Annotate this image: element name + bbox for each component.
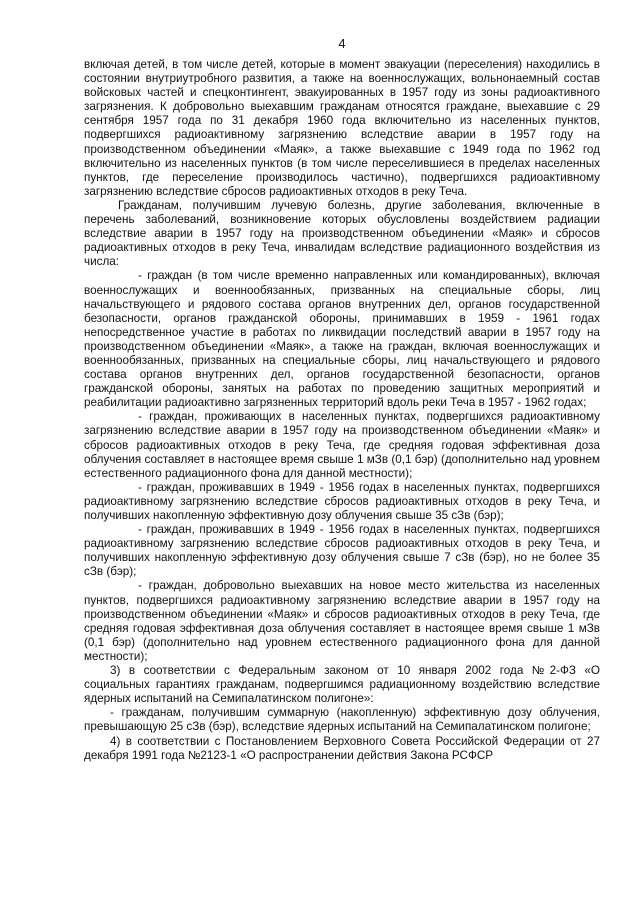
paragraph-illness-beneficiaries: Гражданам, получившим лучевую болезнь, другие заболевания, включенные в перечень заболеваний, возникновение которых обусловлены воздействием радиации вследствие аварии в 1957 году на производственном объединении «Маяк» и сбросов радиоактивных отходов в реку Теча, инвалидам вследствие радиационного воздействия из числа: [84, 198, 600, 269]
page-number: 4 [338, 36, 346, 51]
paragraph-item-4-supreme-council: 4) в соответствии с Постановлением Верховного Совета Российской Федерации от 27 декабря 1991 года №2123-1 «О распространении действия Закона РСФСР [84, 734, 600, 762]
list-item-residents: - граждан, проживающих в населенных пунктах, подвергшихся радиоактивному загрязнению вследствие аварии в 1957 году на производственном объединении «Маяк» и сбросов радиоактивных отходов в реку Теча, где средняя годовая эффективная доза облучения составляет в настоящее время свыше 1 мЗв (0,1 бэр) (дополнительно над уровнем естественного радиационного фона для данной местности); [84, 410, 600, 480]
list-item-residents-35-sv: - граждан, проживавших в 1949 - 1956 годах в населенных пунктах, подвергшихся радиоактивному загрязнению вследствие сбросов радиоактивных отходов в реку Теча, и получивших накопленную эффективную дозу облучения свыше 35 сЗв (бэр); [84, 480, 600, 522]
list-item-liquidators: - граждан (в том числе временно направленных или командированных), включая военнослужащих и военнообязанных, призванных на специальные сборы, лиц начальствующего и рядового состава органов внутренних дел, органов государственной безопасности, органов гражданской обороны, принимавших в 1959 - 1961 годах непосредственное участие в работах по ликвидации последствий аварии в 1957 году на производственном объединении «Маяк», а также на граждан, включая военнослужащих и военнообязанных, призванных на специальные сборы, лиц начальствующего и рядового состава органов внутренних дел, органов государственной безопасности, органов гражданской обороны, занятых на работах по проведению защитных мероприятий и реабилитации радиоактивно загрязненных территорий вдоль реки Теча в 1957 - 1962 годах; [84, 269, 600, 410]
list-item-semipalatinsk-dose: - гражданам, получившим суммарную (накопленную) эффективную дозу облучения, превышающую 25 сЗв (бэр), вследствие ядерных испытаний на Семипалатинском полигоне; [84, 706, 600, 734]
paragraph-item-3-semipalatinsk-law: 3) в соответствии с Федеральным законом от 10 января 2002 года №2-ФЗ «О социальных гарантиях гражданам, подвергшимся радиационному воздействию вследствие ядерных испытаний на Семипалатинском полигоне»: [84, 664, 600, 706]
document-body [84, 58, 600, 763]
paragraph-evacuees-definition: включая детей, в том числе детей, которые в момент эвакуации (переселения) находились в состоянии внутриутробного развития, а также на военнослужащих, вольнонаемный состав войсковых частей и спецконтингент, эвакуированных в 1957 году из зоны радиоактивного загрязнения. К добровольно выехавшим гражданам относятся граждане, выехавшие с 29 сентября 1957 года по 31 декабря 1960 года включительно из населенных пунктов, подвергшихся радиоактивному загрязнению вследствие аварии в 1957 году на производственном объединении «Маяк», а также выехавшие с 1949 года по 1962 год включительно из населенных пунктов (в том числе переселившиеся в пределах населенных пунктов, где переселение производилось частично), подвергшихся радиоактивному загрязнению вследствие сбросов радиоактивных отходов в реку Теча. [84, 58, 600, 198]
list-item-residents-7-35-sv: - граждан, проживавших в 1949 - 1956 годах в населенных пунктах, подвергшихся радиоактивному загрязнению вследствие сбросов радиоактивных отходов в реку Теча, и получивших накопленную эффективную дозу облучения свыше 7 сЗв (бэр), но не более 35 сЗв (бэр); [84, 523, 600, 579]
list-item-voluntary-relocated: - граждан, добровольно выехавших на новое место жительства из населенных пунктов, подвергшихся радиоактивному загрязнению вследствие аварии в 1957 году на производственном объединении «Маяк» и сбросов радиоактивных отходов в реку Теча, где средняя годовая эффективная доза облучения составляет в настоящее время свыше 1 мЗв (0,1 бэр) (дополнительно над уровнем естественного радиационного фона для данной местности); [84, 579, 600, 663]
